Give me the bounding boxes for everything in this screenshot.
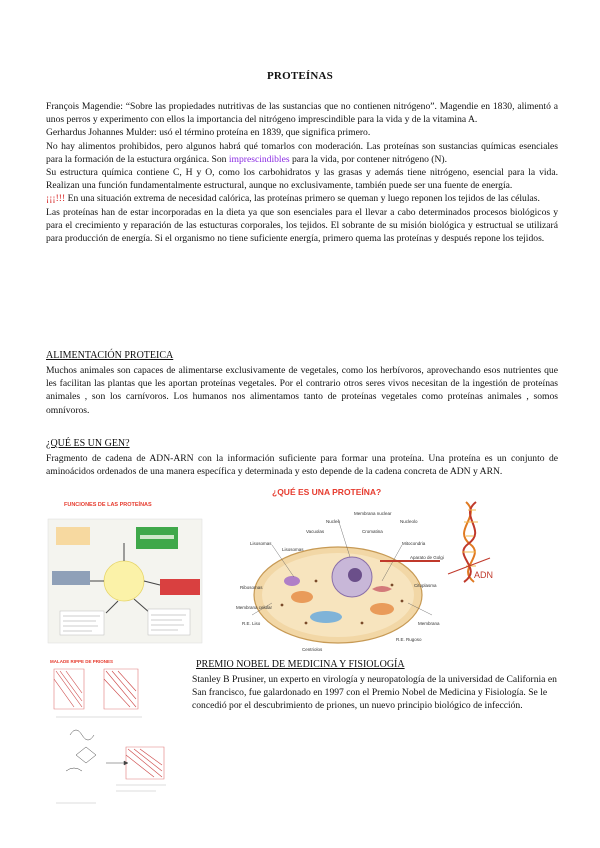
figure-adn: [440, 498, 526, 586]
funciones-title: FUNCIONES DE LAS PROTEÍNAS: [64, 502, 152, 508]
paragraph-situacion-extrema: [46, 192, 558, 205]
cell-label-vacuolas: Vacuolas: [306, 529, 325, 534]
text-fragment: En una situación extrema de necesidad calórica, las proteínas primero se queman y luego reponen los tejidos de las células.: [67, 193, 540, 205]
paragraph-alimentos: [46, 140, 558, 166]
paragraph-dieta: Las proteínas han de estar incorporadas en la dieta ya que son esenciales para el llevar a cabo determinados procesos biológicos y para el crecimiento y reparación de las estucturas corporales, los tejidos. El sobrante de su misión biológica y estructual se utilizará para producción de energía. Si el organismo no tiene suficiente energía, primero quema las proteínas y después repone los tejidos.: [46, 206, 558, 245]
cell-label-cromatina: Cromatina: [362, 529, 383, 534]
heading-alimentacion: ALIMENTACIÓN PROTEICA: [46, 350, 174, 361]
cell-label-re-rugoso: R.E. Rugoso: [396, 637, 422, 642]
figure-que-es-proteina: [232, 485, 450, 657]
text-fragment: para la vida, por contener nitrógeno (N).: [289, 153, 448, 165]
page-title: PROTEÍNAS: [267, 70, 333, 82]
paragraph-nobel: Stanley B Prusiner, un experto en virología y neuropatología de la universidad de California en San francisco, fue galardonado en 1997 con el Premio Nobel de Medicina y Fisiología. Se le concedió por el descubrimiento de priones, un nuevo principio biológico de infección.: [192, 674, 557, 712]
intro-section: [46, 100, 558, 245]
heading-gen: ¿QUÉ ES UN GEN?: [46, 438, 130, 449]
cell-label-mitocondria: Mitocondria: [402, 541, 426, 546]
paragraph-magendie: François Magendie: “Sobre las propiedades nutritivas de las sustancias que no contienen nitrógeno”. Magendie en 1830, alimentó a unos perros y experimento con ellos la importancia del nitrógeno imprescindible para la vida y de la vitamina A.: [46, 101, 558, 126]
paragraph-alimentacion: Muchos animales son capaces de alimentarse exclusivamente de vegetales, como los herbívoros, aprovechando esos nutrientes que les facilitan las plantas que les aportan proteínas vegetales. Por el contrario otros seres vivos necesitan de la ingestión de proteínas animales , son los carnívoros. Los humanos nos alimentamos tanto de proteínas vegetales como proteínas animales , somos omnívoros.: [46, 365, 558, 416]
cell-label-citoplasma: Citoplasma: [414, 583, 437, 588]
text-fragment: No hay alimentos prohibidos, pero algunos habrá qué tomarlos con moderación. Las proteínas son sustancias químicas esenciales para la formación de la estuctura orgánica. Son: [46, 140, 558, 165]
highlight-imprescindibles: imprescindibles: [228, 153, 290, 165]
adn-label: ADN: [474, 570, 494, 580]
proteina-title: ¿QUÉ ES UNA PROTEÍNA?: [272, 487, 382, 497]
cell-label-ribosomas: Ribosomas: [240, 585, 263, 590]
heading-premio-nobel: PREMIO NOBEL DE MEDICINA Y FISIOLOGÍA: [196, 659, 405, 670]
cell-label-nucleolo: Nucleolo: [400, 519, 418, 524]
cell-label-nucleo: Nucleo: [326, 519, 341, 524]
cell-label-re-liso: R.E. Liso: [242, 621, 261, 626]
paragraph-estructura: Su estructura química contiene C, H y O, como los carbohidratos y las grasas y además tiene nitrógeno, esencial para la vida. Realizan una función fundamentalmente estructural, aunque no exclusivamente, también puede ser una fuente de energía.: [46, 167, 558, 192]
cell-label-lisosomas: Lisosomas: [250, 541, 272, 546]
paragraph-gen: Fragmento de cadena de ADN-ARN con la información suficiente para formar una proteína. Una proteína es un conjunto de aminoácidos ordenados de una manera específica y determinada y esto depende de la cadena concreta de ADN y ARN.: [46, 453, 558, 478]
cell-label-membrana-celular: Membrana celular: [236, 605, 273, 610]
adn-pointer-line: [380, 560, 440, 562]
prion-title: MALADE RIPPE DE PRIONES: [50, 659, 114, 664]
funciones-diagram: [44, 497, 208, 647]
cell-label-centriolos: Centriolos: [302, 647, 323, 652]
cell-diagram: [232, 485, 450, 657]
figure-funciones-proteinas: [44, 497, 208, 647]
cell-label-lisosomas-2: Lisosomas: [282, 547, 304, 552]
cell-label-golgi: Aparato de Golgi: [410, 555, 444, 560]
paragraph-mulder: Gerhardus Johannes Mulder: usó el término proteína en 1839, que significa primero.: [46, 127, 371, 139]
warning-marks: ¡¡¡!!!: [46, 193, 68, 205]
figure-priones: [46, 655, 176, 815]
cell-label-membrana-nuclear: Membrana nuclear: [354, 511, 392, 516]
dna-helix-graphic: [440, 498, 526, 586]
cell-label-membrana: Membrana: [418, 621, 440, 626]
prion-diagram: [46, 655, 176, 815]
